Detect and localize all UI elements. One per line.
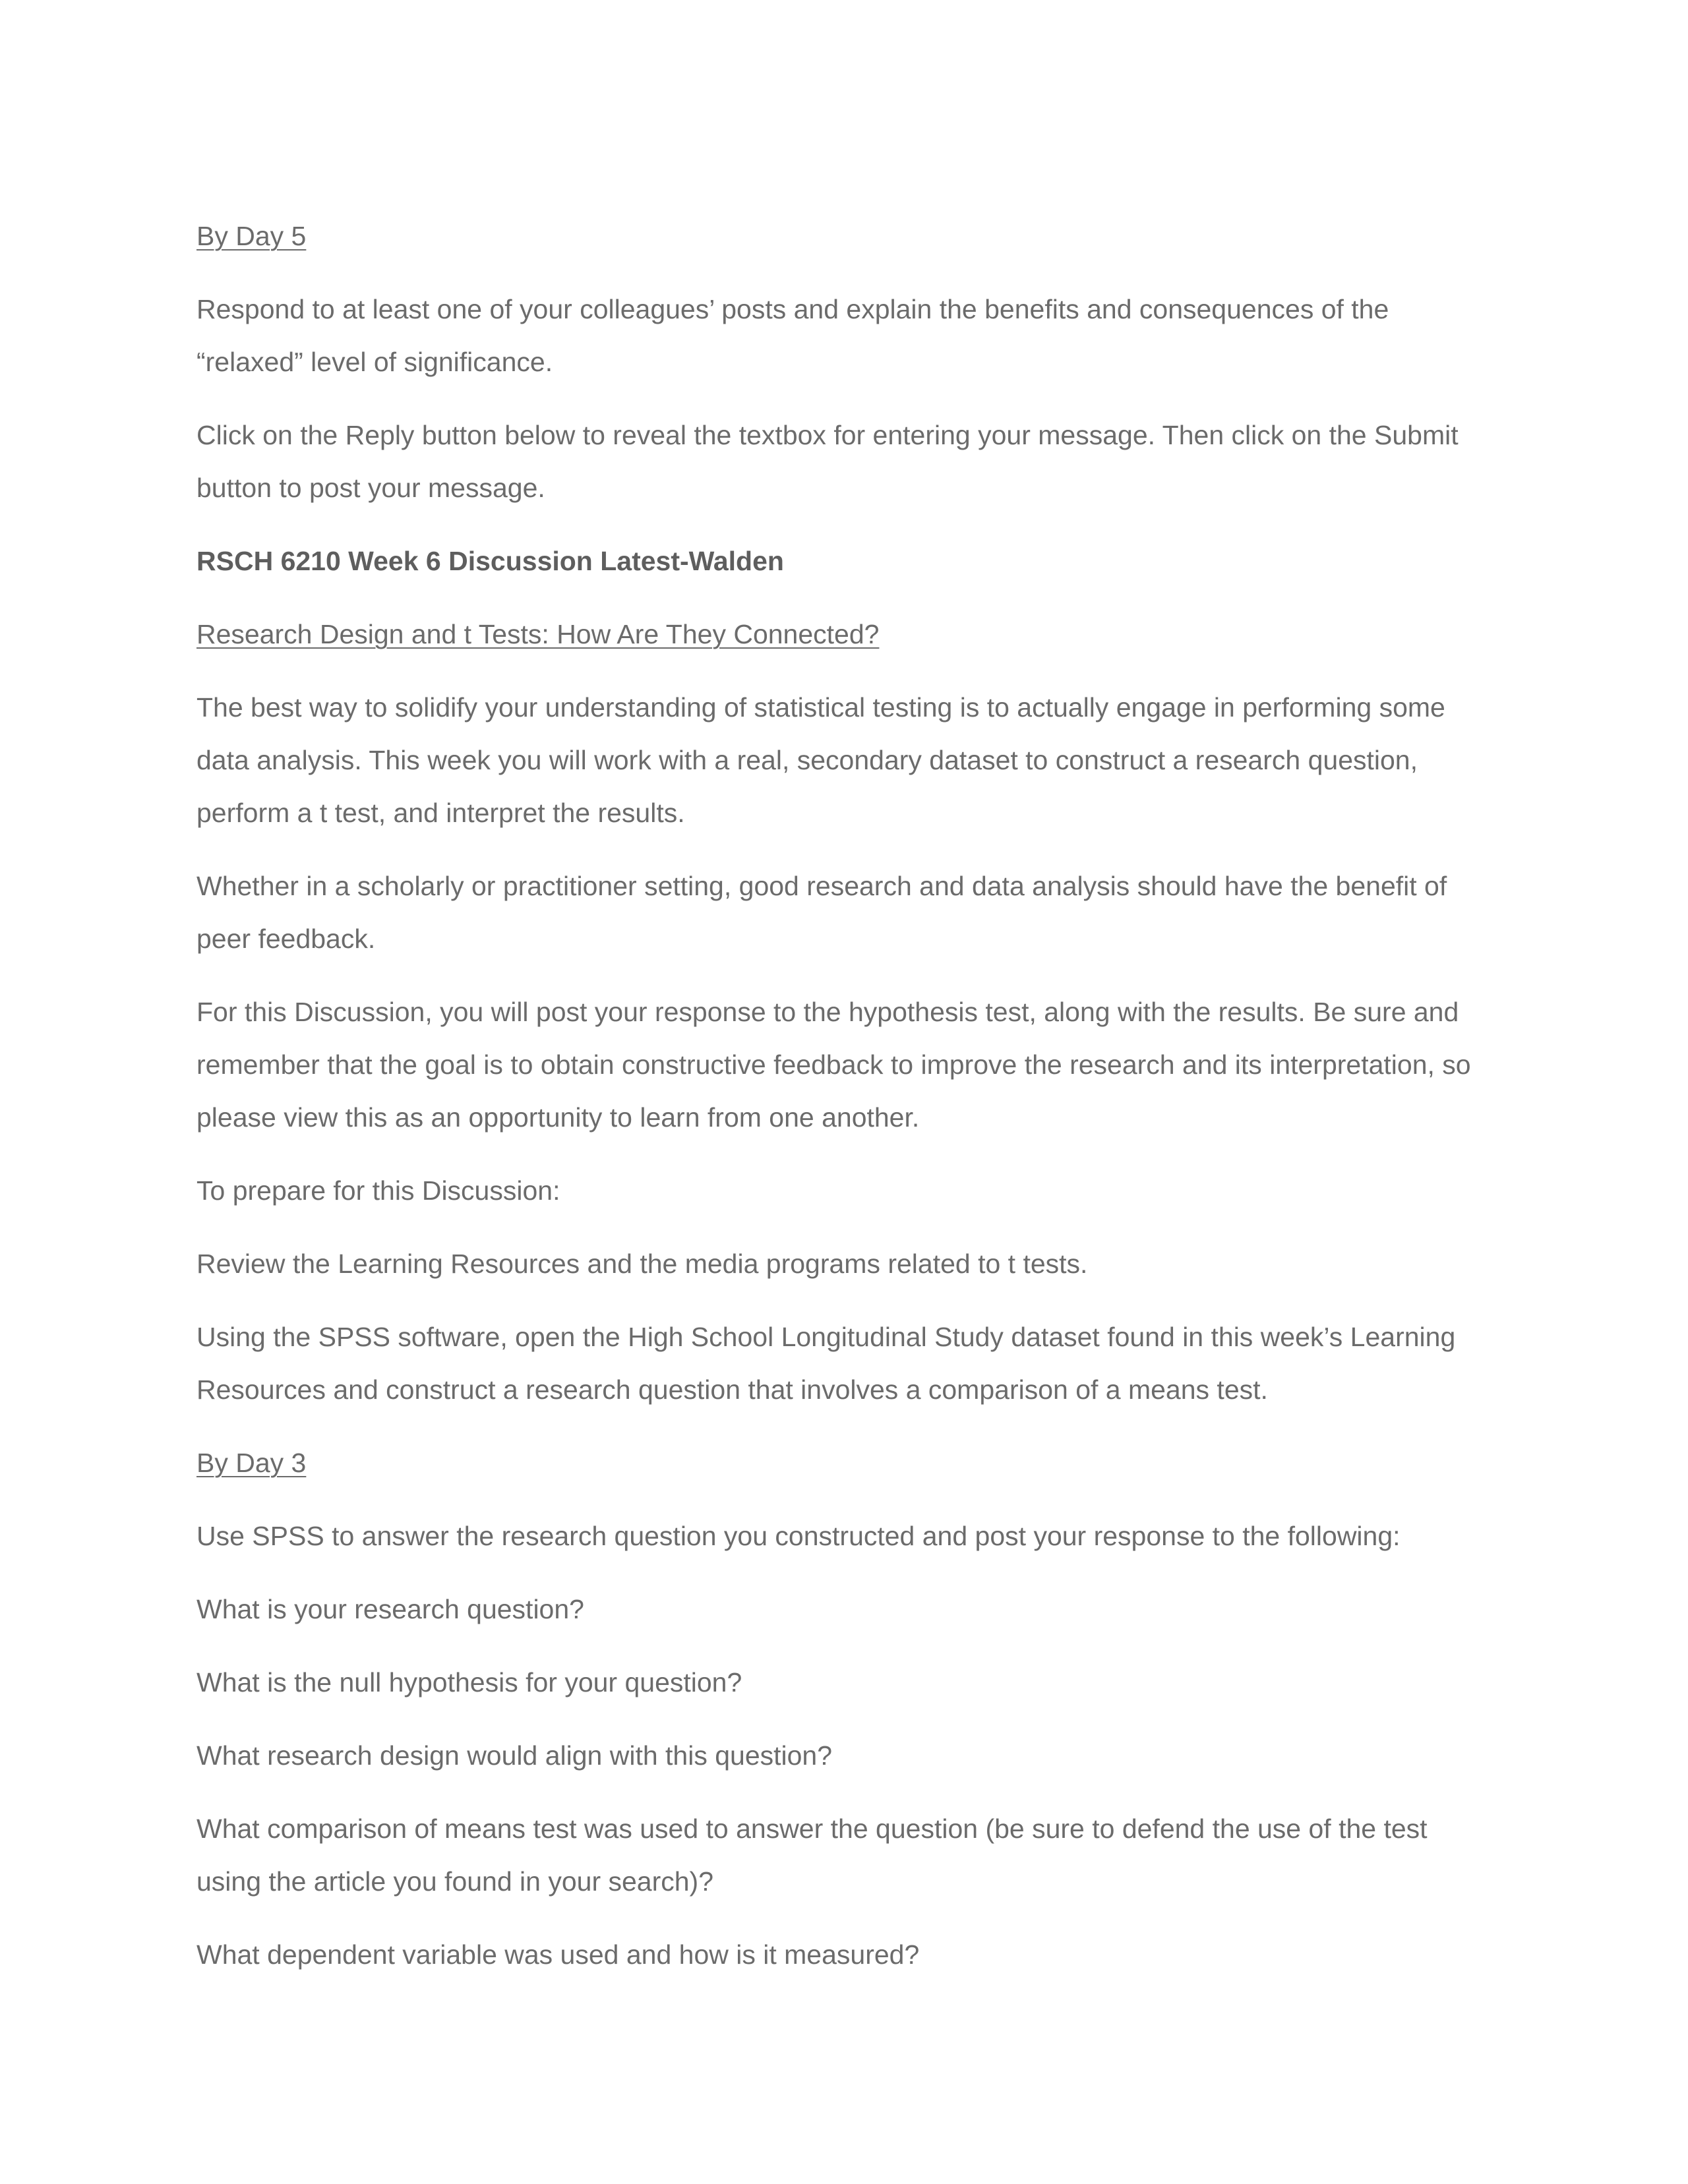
paragraph-using-spss: Using the SPSS software, open the High School Longitudinal Study dataset found in this week’s Learning Resources and construct a research question that involves a comparison of a means test. bbox=[196, 1322, 1456, 1405]
paragraph-to-prepare: To prepare for this Discussion: bbox=[196, 1175, 560, 1206]
question-comparison-test: What comparison of means test was used to answer the question (be sure to defend the use of the test using the article you found in your search)? bbox=[196, 1814, 1428, 1897]
question-research-design: What research design would align with this question? bbox=[196, 1740, 833, 1771]
paragraph-reply-instructions: Click on the Reply button below to reveal the textbox for entering your message. Then click on the Submit button to post your message. bbox=[196, 420, 1459, 503]
paragraph-peer-feedback: Whether in a scholarly or practitioner setting, good research and data analysis should have the benefit of peer feedback. bbox=[196, 871, 1447, 954]
section-heading-research-design: Research Design and t Tests: How Are They Connected? bbox=[196, 619, 880, 649]
section-heading-by-day-3: By Day 3 bbox=[196, 1448, 307, 1478]
paragraph-for-this-discussion: For this Discussion, you will post your response to the hypothesis test, along with the results. Be sure and remember that the goal is to obtain constructive feedback to improve the research and its interpretation, so please view this as an opportunity to learn from one another. bbox=[196, 997, 1471, 1133]
document-body bbox=[196, 210, 1489, 2001]
question-research-question: What is your research question? bbox=[196, 1594, 584, 1624]
paragraph-review-resources: Review the Learning Resources and the media programs related to t tests. bbox=[196, 1249, 1088, 1279]
section-heading-by-day-5: By Day 5 bbox=[196, 221, 307, 251]
paragraph-use-spss: Use SPSS to answer the research question you constructed and post your response to the following: bbox=[196, 1521, 1401, 1551]
document-title: RSCH 6210 Week 6 Discussion Latest-Walden bbox=[196, 546, 784, 576]
paragraph-best-way: The best way to solidify your understanding of statistical testing is to actually engage in performing some data analysis. This week you will work with a real, secondary dataset to construct a research question, perform a t test, and interpret the results. bbox=[196, 692, 1445, 828]
question-null-hypothesis: What is the null hypothesis for your question? bbox=[196, 1667, 742, 1697]
question-dependent-variable: What dependent variable was used and how is it measured? bbox=[196, 1939, 920, 1970]
paragraph-respond-colleagues: Respond to at least one of your colleagues’ posts and explain the benefits and consequences of the “relaxed” level of significance. bbox=[196, 294, 1389, 377]
